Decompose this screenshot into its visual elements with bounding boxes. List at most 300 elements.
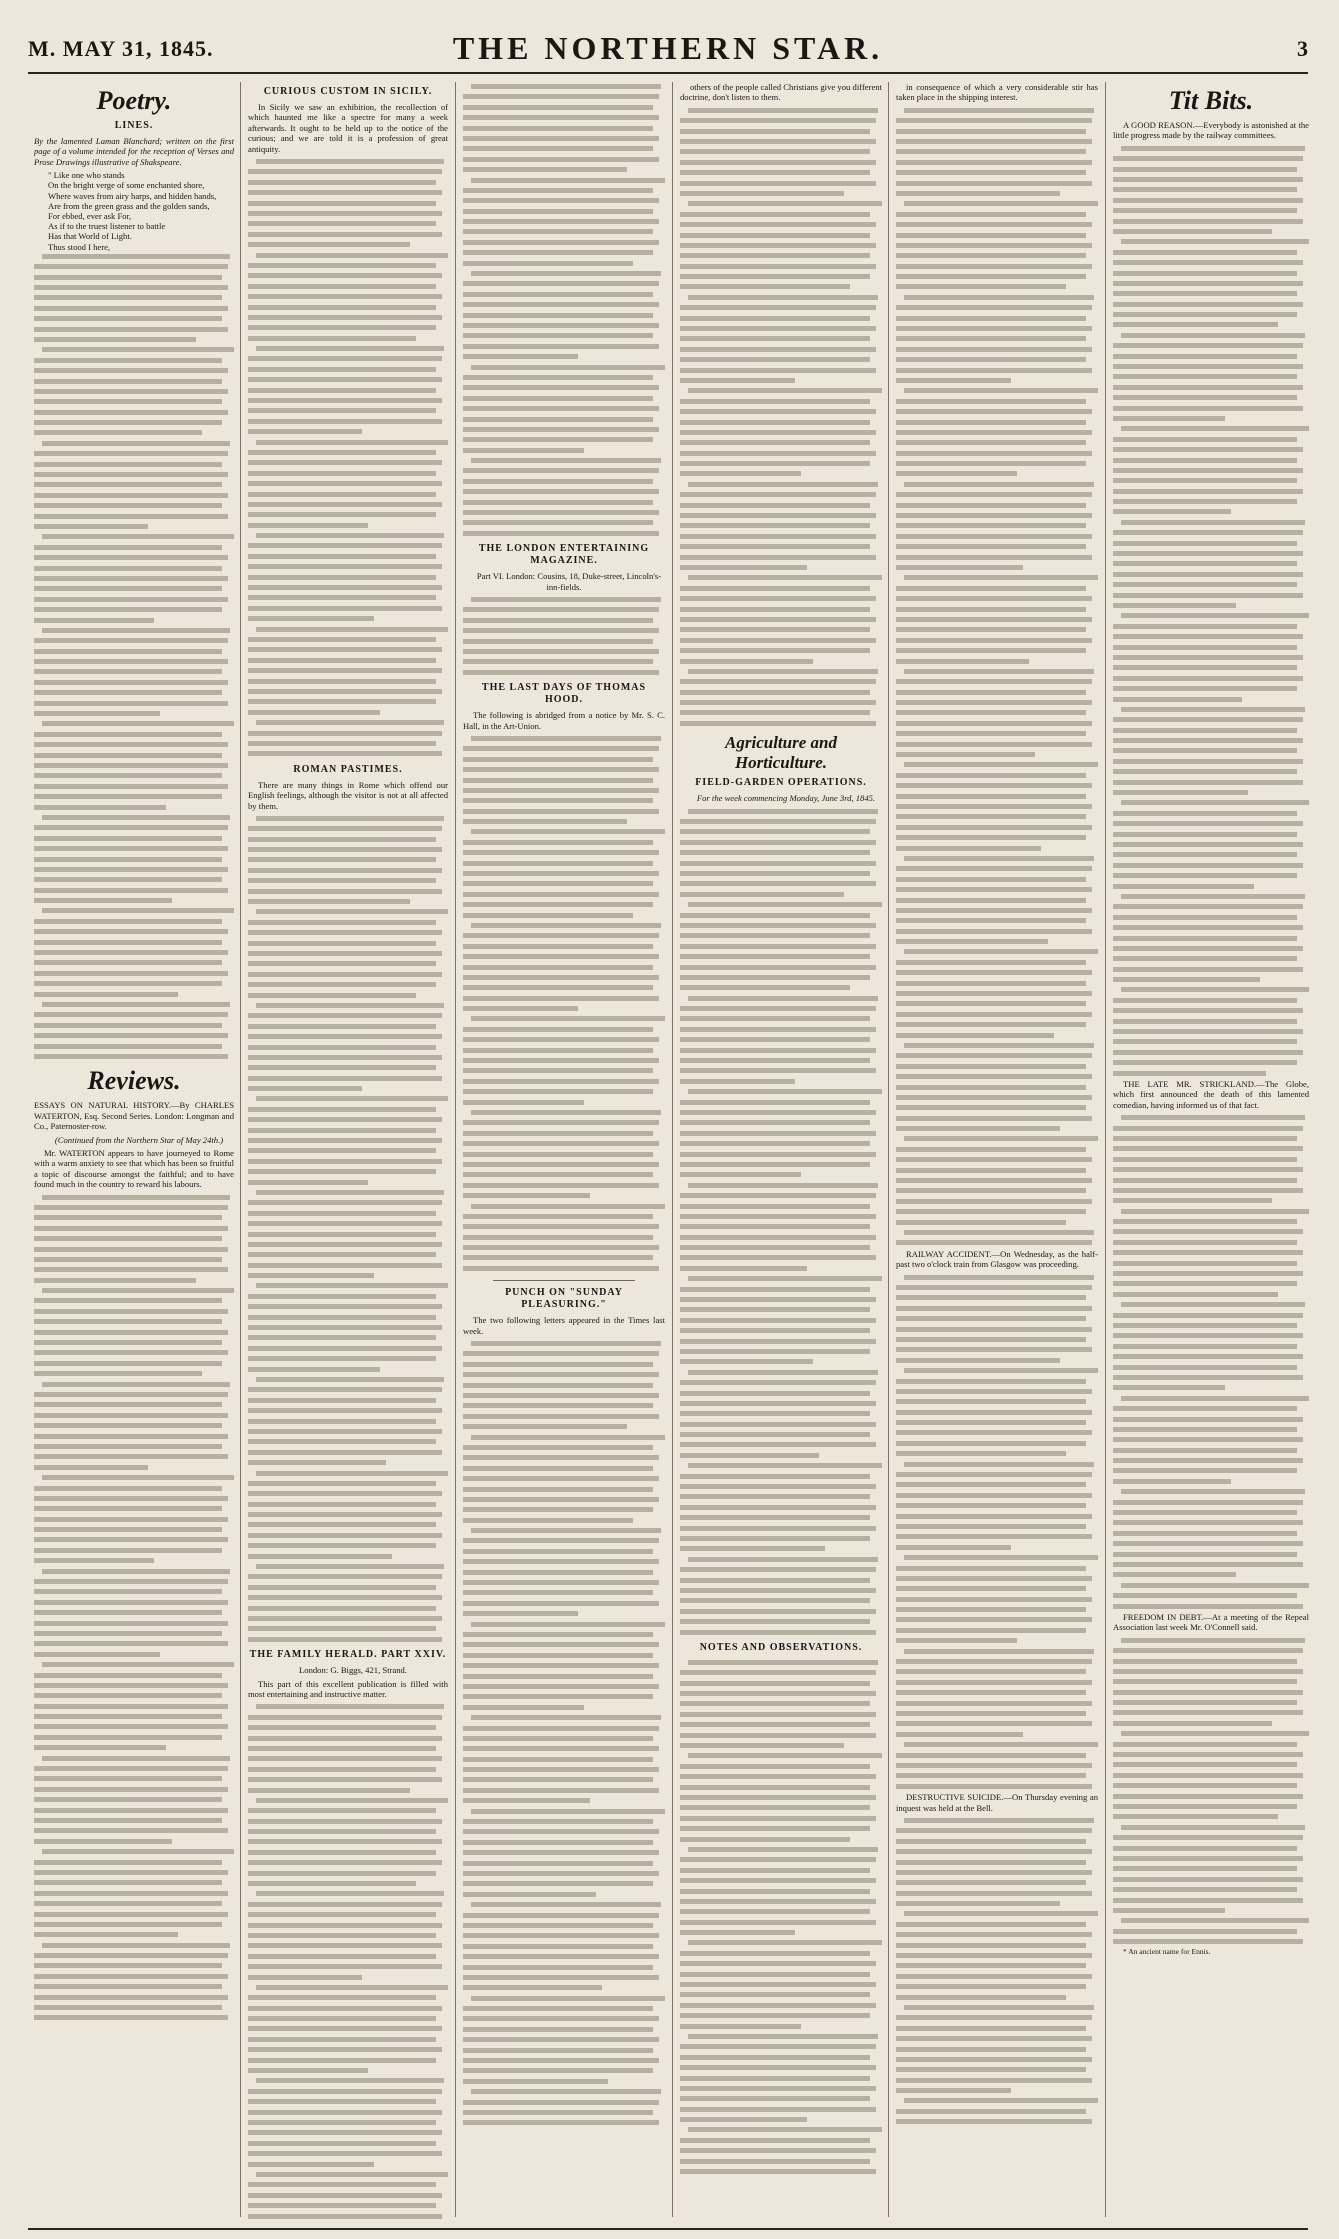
text-line [463, 1360, 653, 1370]
text-line [34, 1546, 222, 1556]
text-line [248, 334, 416, 344]
text-line [896, 116, 1092, 126]
subheading: Part VI. London: Cousins, 18, Duke-street, Lincoln's-inn-fields. [476, 571, 662, 592]
text-line [463, 1087, 653, 1097]
text-line [34, 460, 222, 470]
text-line [896, 2107, 1086, 2117]
text-line [471, 1713, 661, 1723]
text-line [34, 1972, 228, 1982]
text-line [248, 1365, 380, 1375]
text-line [463, 1098, 584, 1108]
text-line [896, 594, 1092, 604]
text-line [1113, 1875, 1303, 1885]
text-line [42, 1941, 230, 1951]
text-line [680, 459, 870, 469]
text-line [248, 188, 442, 198]
text-line [463, 890, 659, 900]
text-line [471, 921, 661, 931]
text-line [1113, 746, 1297, 756]
text-line [896, 231, 1086, 241]
text-line [248, 1479, 436, 1489]
text-line [256, 251, 448, 261]
text-line [680, 314, 870, 324]
filler-text [680, 807, 882, 1638]
text-line [1113, 1466, 1297, 1476]
text-line [1113, 726, 1297, 736]
text-line [463, 1536, 659, 1546]
text-line [1113, 830, 1297, 840]
text-line [896, 1751, 1086, 1761]
text-line [256, 2076, 444, 2086]
section-heading: PUNCH ON "SUNDAY PLEASURING." [505, 1287, 623, 1311]
text-line [463, 1391, 659, 1401]
text-line [896, 303, 1092, 313]
text-line [463, 2046, 653, 2056]
text-line [896, 262, 1092, 272]
text-line [680, 1699, 870, 1709]
text-line [1113, 1217, 1297, 1227]
text-line [463, 838, 653, 848]
text-line [248, 1084, 362, 1094]
filler-text [1113, 144, 1309, 1079]
text-line [680, 553, 876, 563]
text-line [1121, 1487, 1305, 1497]
text-line [34, 1452, 228, 1462]
text-line [463, 983, 653, 993]
text-line [463, 1786, 659, 1796]
text-line [896, 781, 1092, 791]
text-line [1113, 185, 1297, 195]
text-line [248, 1458, 386, 1468]
text-line [680, 1264, 807, 1274]
text-line [896, 1595, 1092, 1605]
text-line [34, 262, 228, 272]
section-heading: THE LONDON ENTERTAINING MAGAZINE. [478, 543, 650, 567]
text-line [248, 479, 442, 489]
text-line [896, 1314, 1086, 1324]
text-line [680, 2115, 807, 2125]
text-line [248, 167, 442, 177]
text-line [896, 698, 1092, 708]
text-line [463, 2004, 653, 2014]
text-line [1113, 1498, 1303, 1508]
text-line [896, 1993, 1066, 2003]
text-line [1121, 705, 1305, 715]
text-line [896, 1501, 1086, 1511]
text-line [1113, 362, 1303, 372]
text-line [680, 1803, 870, 1813]
text-line [463, 626, 659, 636]
text-line [1113, 715, 1303, 725]
text-line [463, 1422, 627, 1432]
text-line [680, 168, 870, 178]
text-line [1113, 175, 1303, 185]
text-line [896, 584, 1086, 594]
text-line [1121, 1581, 1309, 1591]
text-line [1113, 1069, 1266, 1079]
text-line [904, 760, 1098, 770]
text-line [463, 1139, 659, 1149]
text-line [248, 1583, 436, 1593]
text-line [680, 251, 870, 261]
text-line [248, 1848, 436, 1858]
paragraph: FREEDOM IN DEBT.—At a meeting of the Repeal Association last week Mr. O'Connell said. [1113, 1611, 1309, 1633]
text-line [42, 719, 234, 729]
text-line [463, 1744, 659, 1754]
text-line [463, 2025, 653, 2035]
text-line [1113, 1591, 1297, 1601]
text-line [463, 869, 659, 879]
text-line [680, 838, 876, 848]
text-line [248, 1827, 436, 1837]
text-line [34, 501, 222, 511]
text-line [42, 532, 234, 542]
text-line [896, 1325, 1092, 1335]
text-line [1113, 1425, 1297, 1435]
text-line [1113, 1698, 1297, 1708]
text-line [34, 990, 178, 1000]
text-line [680, 2074, 870, 2084]
text-line [463, 1474, 659, 1484]
text-line [1113, 1667, 1303, 1677]
text-line [1113, 1176, 1297, 1186]
text-line [248, 375, 442, 385]
text-line [463, 1212, 653, 1222]
filler-text [680, 106, 882, 729]
text-line [1113, 1027, 1303, 1037]
text-line [896, 1930, 1092, 1940]
text-line [904, 1553, 1098, 1563]
text-line [463, 657, 653, 667]
text-line [680, 511, 876, 521]
text-line [248, 1406, 442, 1416]
text-line [248, 1900, 442, 1910]
text-line [34, 1338, 222, 1348]
text-line [1113, 601, 1236, 611]
text-line [34, 480, 222, 490]
text-line [1113, 487, 1303, 497]
text-line [680, 303, 876, 313]
text-line [1113, 1248, 1303, 1258]
text-line [680, 2042, 876, 2052]
text-line [34, 834, 222, 844]
text-line [896, 1480, 1086, 1490]
text-line [1113, 1342, 1297, 1352]
text-line [42, 1660, 234, 1670]
text-line [680, 449, 876, 459]
text-line [680, 262, 876, 272]
text-line [680, 220, 876, 230]
text-line [680, 1492, 870, 1502]
text-line [463, 1640, 659, 1650]
text-line [34, 1556, 154, 1566]
text-line [1113, 1415, 1303, 1425]
text-line [248, 240, 410, 250]
text-line [34, 2003, 222, 2013]
text-line [463, 1453, 659, 1463]
text-line [1113, 289, 1297, 299]
text-line [1121, 331, 1305, 341]
text-line [680, 345, 876, 355]
text-line [34, 1722, 228, 1732]
text-line [248, 1313, 436, 1323]
text-line [34, 273, 222, 283]
text-line [248, 1520, 436, 1530]
text-line [463, 1859, 653, 1869]
text-line [34, 1463, 148, 1473]
text-line [688, 2125, 882, 2135]
text-line [34, 1930, 178, 1940]
text-line [680, 521, 870, 531]
text-line [471, 1807, 665, 1817]
text-line [463, 973, 659, 983]
text-line [1113, 154, 1303, 164]
text-line [34, 1785, 228, 1795]
text-line [248, 1552, 392, 1562]
text-line [688, 807, 878, 817]
text-line [896, 999, 1086, 1009]
text-line [463, 1827, 659, 1837]
text-line [248, 866, 442, 876]
text-line [680, 1970, 870, 1980]
text-line [680, 1544, 825, 1554]
text-line [680, 282, 850, 292]
text-line [680, 1482, 876, 1492]
text-line [896, 1031, 1054, 1041]
text-line [1113, 663, 1297, 673]
text-line [248, 2004, 442, 2014]
text-line [1113, 1708, 1303, 1718]
text-line [1113, 778, 1303, 788]
text-line [34, 1837, 172, 1847]
text-line [896, 1761, 1092, 1771]
text-line [680, 1731, 876, 1741]
text-line [1113, 507, 1231, 517]
text-line [248, 708, 380, 718]
text-line [463, 238, 659, 248]
text-line [248, 897, 410, 907]
text-line [1113, 1048, 1303, 1058]
text-line [463, 807, 659, 817]
text-line [680, 397, 870, 407]
text-line [896, 1782, 1092, 1792]
text-line [680, 1170, 801, 1180]
text-line [463, 765, 659, 775]
text-line [896, 2034, 1092, 2044]
text-line [680, 501, 870, 511]
text-line [896, 1428, 1092, 1438]
text-line [463, 1796, 590, 1806]
text-line [248, 593, 436, 603]
text-line [34, 938, 222, 948]
text-line [896, 844, 1041, 854]
text-line [680, 438, 870, 448]
text-line [248, 303, 436, 313]
text-line [896, 1605, 1086, 1615]
text-line [256, 438, 448, 448]
text-line [896, 1951, 1092, 1961]
filler-text [896, 106, 1098, 1249]
text-line [680, 636, 876, 646]
text-line [680, 1628, 876, 1638]
text-line [1113, 1331, 1303, 1341]
text-line [248, 1614, 442, 1624]
text-line [896, 272, 1086, 282]
text-line [688, 1845, 878, 1855]
text-line [680, 1357, 813, 1367]
text-line [680, 1378, 876, 1388]
text-line [34, 688, 222, 698]
text-line [680, 615, 876, 625]
text-line [1113, 788, 1248, 798]
text-line [1121, 611, 1309, 621]
text-line [34, 1010, 228, 1020]
text-line [896, 605, 1086, 615]
text-line [471, 1994, 665, 2004]
text-line [896, 875, 1086, 885]
text-line [463, 103, 653, 113]
text-line [34, 917, 222, 927]
text-line [471, 176, 665, 186]
text-line [680, 490, 876, 500]
text-line [463, 2077, 608, 2087]
text-line [256, 531, 444, 541]
text-line [680, 1004, 876, 1014]
masthead [28, 18, 1308, 70]
text-line [248, 1385, 442, 1395]
text-line [896, 1574, 1092, 1584]
text-line [248, 2045, 442, 2055]
text-line [248, 687, 442, 697]
text-line [256, 814, 444, 824]
text-line [34, 927, 228, 937]
text-line [34, 1774, 222, 1784]
text-line [463, 605, 659, 615]
text-line [256, 344, 444, 354]
text-line [34, 1961, 222, 1971]
text-line [34, 792, 222, 802]
text-line [1113, 1719, 1272, 1729]
text-line [680, 2053, 870, 2063]
text-line [680, 2094, 870, 2104]
text-line [34, 1826, 228, 1836]
text-line [896, 896, 1086, 906]
text-line [463, 155, 659, 165]
text-line [248, 1115, 442, 1125]
text-line [463, 1264, 659, 1274]
text-line [680, 1035, 870, 1045]
text-line [248, 887, 442, 897]
column-divider [240, 82, 241, 2217]
text-line [34, 751, 222, 761]
text-line [896, 719, 1092, 729]
text-line [680, 1876, 876, 1886]
text-line [463, 668, 659, 678]
text-line [463, 1848, 659, 1858]
text-line [248, 230, 442, 240]
text-line [34, 397, 222, 407]
text-line [904, 293, 1094, 303]
text-line [34, 1577, 228, 1587]
text-line [680, 1046, 876, 1056]
text-line [463, 879, 653, 889]
text-line [463, 1150, 653, 1160]
text-line [896, 1439, 1086, 1449]
text-line [680, 189, 844, 199]
text-line [463, 227, 653, 237]
text-line [248, 749, 442, 759]
text-line [680, 973, 870, 983]
text-line [248, 292, 442, 302]
paragraph: This part of this excellent publication is filled with most entertaining and instructive matter. [248, 1678, 448, 1699]
text-line [463, 518, 653, 528]
paragraph: There are many things in Rome which offend our English feelings, although the visitor is not at all affected by them. [248, 779, 448, 811]
text-line [34, 782, 228, 792]
text-line [463, 1973, 659, 1983]
text-line [34, 1868, 228, 1878]
text-line [256, 1094, 448, 1104]
text-line [34, 1432, 228, 1442]
text-line [248, 500, 442, 510]
text-line [463, 1181, 659, 1191]
column-divider [888, 82, 889, 2217]
text-line [1113, 767, 1297, 777]
text-line [680, 1430, 870, 1440]
text-line [248, 282, 436, 292]
text-line [904, 1816, 1094, 1826]
text-line [248, 1510, 442, 1520]
text-line [463, 647, 659, 657]
text-line [680, 1326, 870, 1336]
text-line [896, 355, 1086, 365]
text-line [1113, 1037, 1297, 1047]
text-line [896, 657, 1029, 667]
text-line [904, 1273, 1094, 1283]
text-line [1113, 1570, 1236, 1580]
text-line [248, 386, 436, 396]
text-line [680, 1928, 795, 1938]
text-line [463, 321, 659, 331]
text-line [1113, 1508, 1297, 1518]
text-line [248, 199, 436, 209]
text-line [248, 635, 436, 645]
text-line [688, 106, 878, 116]
text-line [463, 477, 653, 487]
text-line [1113, 653, 1303, 663]
text-line [1113, 1186, 1303, 1196]
text-line [248, 406, 436, 416]
text-line [1113, 1446, 1297, 1456]
text-line [248, 1011, 442, 1021]
text-line [680, 1586, 876, 1596]
text-line [463, 124, 653, 134]
paragraph: For the week commencing Monday, June 3rd, 1845. [696, 793, 876, 804]
text-line [896, 438, 1086, 448]
text-line [896, 771, 1086, 781]
text-line [463, 342, 659, 352]
text-line [34, 1598, 228, 1608]
text-line [896, 1197, 1092, 1207]
text-line [896, 1899, 1060, 1909]
text-line [248, 2212, 442, 2222]
text-line [463, 1775, 653, 1785]
text-line [680, 1399, 876, 1409]
text-line [904, 667, 1094, 677]
text-line [904, 854, 1094, 864]
text-line [248, 552, 436, 562]
text-line [680, 1389, 870, 1399]
text-line [1113, 882, 1254, 892]
